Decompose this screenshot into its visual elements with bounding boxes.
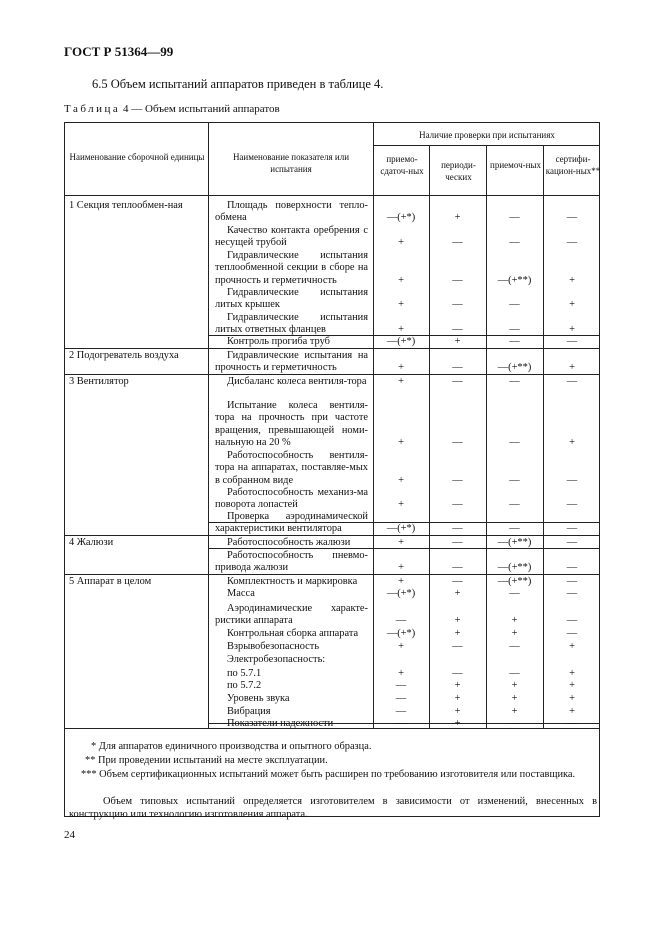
- mark-acceptance-delivery: +: [398, 562, 404, 574]
- mark-acceptance: —: [509, 299, 520, 311]
- mark-acceptance-delivery: +: [398, 474, 404, 486]
- mark-acceptance-delivery: —(+*): [386, 523, 416, 535]
- tests-table: [64, 122, 601, 820]
- row-hydraulic-cast-flanges: Гидравлические испытания литых ответных фланцев: [215, 312, 368, 336]
- intro-paragraph: 6.5 Объем испытаний аппаратов приведен в таблице 4.: [92, 77, 384, 91]
- mark-acceptance-delivery: —(+*): [386, 212, 416, 224]
- mark-acceptance: +: [511, 706, 518, 717]
- table-caption-text: 4 — Объем испытаний аппаратов: [123, 103, 280, 115]
- mark-certification: +: [569, 274, 575, 286]
- mark-acceptance: —: [509, 212, 520, 224]
- mark-periodic: +: [454, 706, 461, 717]
- unit-louvers: 4 Жалюзи: [69, 537, 114, 548]
- mark-acceptance: +: [511, 615, 518, 627]
- header-col-acceptance-delivery: приемо-сдаточ-ных: [380, 154, 424, 176]
- mark-acceptance-delivery: +: [398, 437, 404, 449]
- mark-certification: —: [566, 237, 578, 249]
- mark-acceptance-delivery: —(+*): [386, 336, 416, 347]
- row-sound-level: Уровень звука: [227, 693, 290, 704]
- mark-acceptance-delivery: +: [398, 299, 404, 311]
- row-tube-deflection: Контроль прогиба труб: [227, 336, 330, 347]
- mark-periodic: —: [452, 237, 463, 249]
- mark-acceptance: —(+**): [497, 576, 532, 587]
- mark-periodic: +: [454, 336, 461, 347]
- header-col-periodic: периоди-ческих: [441, 160, 476, 182]
- unit-whole-apparatus: 5 Аппарат в целом: [69, 576, 152, 587]
- row-clause-5-7-2: по 5.7.2: [227, 680, 262, 691]
- standard-header: ГОСТ Р 51364—99: [64, 44, 174, 59]
- mark-periodic: —: [452, 576, 463, 587]
- table-caption: [64, 103, 280, 115]
- row-hydraulic-cast-covers: Гидравлические испытания литых крышек: [215, 287, 368, 311]
- footnote-2: ** При проведении испытаний на месте эксплуатации.: [85, 755, 328, 766]
- mark-periodic: —: [452, 274, 463, 286]
- row-fan-operability: Работоспособность вентиля-тора на аппаратах, поставляе-мых в собранном виде: [215, 450, 368, 486]
- mark-acceptance: +: [511, 680, 518, 691]
- mark-acceptance: —: [509, 336, 520, 347]
- mark-acceptance: —: [509, 237, 520, 249]
- mark-certification: —: [566, 537, 578, 548]
- mark-periodic: —: [452, 299, 463, 311]
- mark-acceptance-delivery: +: [398, 376, 404, 387]
- mark-periodic: +: [454, 588, 461, 599]
- row-aerodynamic-characteristics: Аэродинамические характе-ристики аппарата: [215, 603, 368, 627]
- mark-acceptance-delivery: —: [395, 680, 407, 691]
- unit-heat-exchange-section: 1 Секция теплообмен-ная: [69, 200, 183, 211]
- mark-acceptance-delivery: +: [398, 362, 404, 374]
- mark-acceptance: —(+**): [497, 274, 532, 286]
- mark-periodic: +: [454, 628, 461, 639]
- mark-acceptance-delivery: +: [398, 537, 404, 548]
- mark-acceptance-delivery: —: [395, 693, 407, 704]
- mark-certification: +: [569, 693, 575, 704]
- mark-periodic: —: [452, 641, 463, 652]
- mark-acceptance-delivery: +: [398, 274, 404, 286]
- mark-certification: —: [566, 615, 578, 627]
- mark-acceptance: —: [509, 324, 520, 336]
- mark-certification: —: [566, 718, 578, 729]
- mark-periodic: +: [454, 212, 461, 224]
- mark-certification: —: [566, 576, 578, 587]
- row-hydraulic-section-test: Гидравлические испытания теплообменной секции в сборе на прочность и герметичность: [215, 250, 368, 286]
- mark-periodic: —: [452, 562, 463, 574]
- mark-acceptance: —: [509, 588, 520, 599]
- table-caption-label: Таблица: [64, 103, 121, 115]
- row-electrical-safety: Электробезопасность:: [227, 654, 326, 665]
- mark-periodic: —: [452, 474, 463, 486]
- mark-certification: +: [569, 324, 575, 336]
- header-group: Наличие проверки при испытаниях: [419, 130, 555, 140]
- row-blade-mechanism: Работоспособность механиз-ма поворота лопастей: [215, 487, 368, 511]
- mark-acceptance: —: [509, 474, 520, 486]
- mark-acceptance-delivery: +: [398, 576, 404, 587]
- row-louver-pneumatic-drive: Работоспособность пневмо-привода жалюзи: [215, 550, 368, 574]
- mark-acceptance-delivery: +: [398, 237, 404, 249]
- mark-acceptance: —(+**): [497, 362, 532, 374]
- mark-acceptance: —: [509, 718, 520, 729]
- mark-acceptance: —: [509, 641, 520, 652]
- mark-certification: —: [566, 562, 578, 574]
- row-fan-wheel-strength: Испытание колеса вентиля-тора на прочность при частоте вращения, превышающей номи-нальную на 20 %: [215, 400, 368, 449]
- mark-acceptance: +: [511, 628, 518, 639]
- mark-periodic: +: [454, 718, 461, 729]
- mark-acceptance-delivery: +: [398, 641, 404, 652]
- mark-certification: —: [566, 628, 578, 639]
- mark-acceptance: —: [509, 376, 520, 387]
- mark-periodic: —: [452, 499, 463, 511]
- mark-acceptance: —: [509, 499, 520, 511]
- header-indicator: Наименование показателя или испытания: [232, 152, 350, 174]
- mark-certification: —: [566, 523, 578, 535]
- mark-acceptance-delivery: —: [395, 706, 407, 717]
- mark-acceptance-delivery: —: [395, 615, 407, 627]
- row-vibration: Вибрация: [227, 706, 271, 717]
- mark-certification: —: [566, 212, 578, 224]
- footnote-4: Объем типовых испытаний определяется изготовителем в зависимости от изменений, внесенных в конструкцию или технологию изготовления аппарата.: [69, 796, 597, 820]
- mark-acceptance-delivery: —: [395, 718, 407, 729]
- mark-acceptance-delivery: —(+*): [386, 588, 416, 599]
- mark-certification: —: [566, 474, 578, 486]
- mark-acceptance: +: [511, 693, 518, 704]
- row-explosion-safety: Взрывобезопасность: [227, 641, 320, 652]
- mark-periodic: —: [452, 523, 463, 535]
- mark-periodic: —: [452, 668, 463, 679]
- mark-acceptance: —: [509, 523, 520, 535]
- row-fan-aerodynamic-check: Проверка аэродинамической характеристики вентилятора: [215, 511, 368, 535]
- mark-certification: —: [566, 336, 578, 347]
- mark-periodic: —: [452, 362, 463, 374]
- page-number: 24: [64, 829, 75, 841]
- footnote-1: * Для аппаратов единичного производства и опытного образца.: [91, 741, 372, 752]
- mark-certification: +: [569, 706, 575, 717]
- mark-acceptance-delivery: +: [398, 668, 404, 679]
- mark-periodic: +: [454, 693, 461, 704]
- mark-periodic: —: [452, 437, 463, 449]
- mark-certification: +: [569, 362, 575, 374]
- mark-certification: +: [569, 641, 575, 652]
- mark-periodic: +: [454, 680, 461, 691]
- mark-certification: —: [566, 588, 578, 599]
- mark-acceptance: —(+**): [497, 562, 532, 574]
- row-clause-5-7-1: по 5.7.1: [227, 668, 262, 679]
- mark-acceptance-delivery: —(+*): [386, 628, 416, 639]
- row-fan-wheel-imbalance: Дисбаланс колеса вентиля-тора: [227, 376, 367, 387]
- mark-periodic: —: [452, 537, 463, 548]
- unit-air-heater: 2 Подогреватель воздуха: [69, 350, 179, 361]
- mark-certification: +: [569, 437, 575, 449]
- row-fin-contact-quality: Качество контакта оребрения с несущей трубой: [215, 225, 368, 249]
- header-col-certification: сертифи-кацион-ных**: [545, 154, 601, 176]
- mark-certification: +: [569, 668, 575, 679]
- mark-acceptance-delivery: +: [398, 324, 404, 336]
- mark-acceptance: —(+**): [497, 537, 532, 548]
- header-col-acceptance: приемоч-ных: [490, 160, 541, 170]
- footnote-3: *** Объем сертификационных испытаний может быть расширен по требованию изготовителя или поставщика.: [81, 769, 576, 780]
- mark-acceptance: —: [509, 437, 520, 449]
- unit-fan: 3 Вентилятор: [69, 376, 129, 387]
- row-control-assembly: Контрольная сборка аппарата: [227, 628, 359, 639]
- mark-periodic: —: [452, 376, 463, 387]
- mark-certification: +: [569, 680, 575, 691]
- row-hydraulic-heater: Гидравлические испытания на прочность и герметичность: [215, 350, 368, 374]
- row-reliability: Показатели надежности: [227, 718, 334, 729]
- row-heat-surface-area: Площадь поверхности тепло-обмена: [215, 200, 368, 224]
- row-louver-operability: Работоспособность жалюзи: [227, 537, 351, 548]
- header-unit: Наименование сборочной единицы: [69, 152, 205, 162]
- row-mass: Масса: [227, 588, 255, 599]
- mark-certification: —: [566, 499, 578, 511]
- mark-periodic: —: [452, 324, 463, 336]
- mark-acceptance-delivery: +: [398, 499, 404, 511]
- row-completeness-marking: Комплектность и маркировка: [227, 576, 358, 587]
- mark-certification: —: [566, 376, 578, 387]
- mark-acceptance: —: [509, 668, 520, 679]
- mark-certification: +: [569, 299, 575, 311]
- mark-periodic: +: [454, 615, 461, 627]
